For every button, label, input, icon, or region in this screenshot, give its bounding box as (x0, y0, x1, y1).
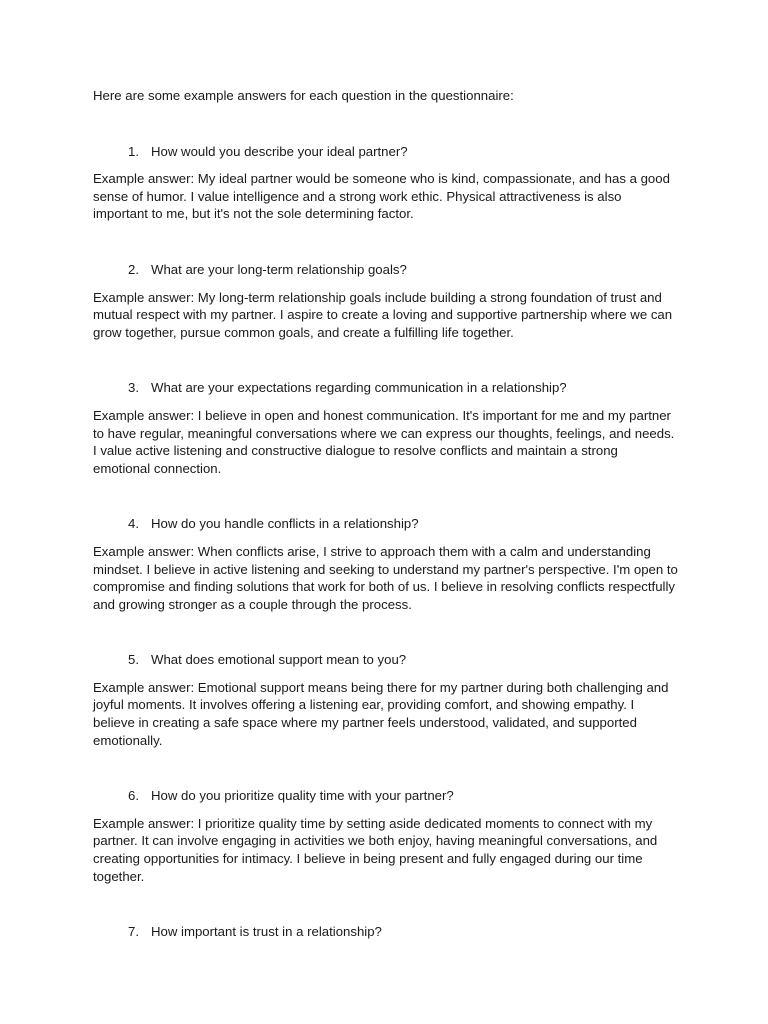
question-6 (93, 787, 678, 805)
question-text: How do you prioritize quality time with your partner? (151, 788, 454, 804)
question-text: What are your long-term relationship goals? (151, 261, 407, 277)
question-text: How important is trust in a relationship? (151, 924, 382, 940)
question-4 (93, 515, 678, 533)
answer-1: Example answer: My ideal partner would be someone who is kind, compassionate, and has a good sense of humor. I value intelligence and a strong work ethic. Physical attractiveness is also important to me, but it's not the sole determining factor. (93, 171, 670, 222)
question-text: What are your expectations regarding communication in a relationship? (151, 380, 567, 396)
question-number: 6. (128, 788, 139, 804)
document-page (93, 87, 678, 951)
question-number: 7. (128, 924, 139, 940)
question-number: 3. (128, 380, 139, 396)
answer-6: Example answer: I prioritize quality time by setting aside dedicated moments to connect with my partner. It can involve engaging in activities we both enjoy, having meaningful conversations, and creating opportunities for intimacy. I believe in being present and fully engaged during our time together. (93, 815, 658, 884)
question-text: What does emotional support mean to you? (151, 652, 407, 668)
qa-item-1 (93, 143, 678, 223)
qa-item-7 (93, 923, 678, 941)
question-number: 1. (128, 143, 139, 159)
question-number: 2. (128, 261, 139, 277)
question-3 (93, 379, 678, 397)
question-5 (93, 651, 678, 669)
question-number: 4. (128, 516, 139, 532)
question-1 (93, 143, 678, 161)
answer-3: Example answer: I believe in open and honest communication. It's important for me and my partner to have regular, meaningful conversations where we can express our thoughts, feelings, and needs. I value active listening and constructive dialogue to resolve conflicts and maintain a strong emotional connection. (93, 407, 675, 476)
qa-item-5 (93, 651, 678, 749)
question-2 (93, 261, 678, 279)
answer-5: Example answer: Emotional support means being there for my partner during both challenging and joyful moments. It involves offering a listening ear, providing comfort, and showing empathy. I believe in creating a safe space where my partner feels understood, validated, and supported emotionally. (93, 679, 669, 748)
qa-item-3 (93, 379, 678, 477)
qa-item-4 (93, 515, 678, 613)
question-text: How would you describe your ideal partner? (151, 143, 408, 159)
intro-text: Here are some example answers for each question in the questionnaire: (93, 88, 514, 103)
answer-4: Example answer: When conflicts arise, I strive to approach them with a calm and understanding mindset. I believe in active listening and seeking to understand my partner's perspective. I'm open to compromise and finding solutions that work for both of us. I believe in resolving conflicts respectfully and growing stronger as a couple through the process. (93, 543, 678, 612)
qa-item-2 (93, 261, 678, 341)
answer-2: Example answer: My long-term relationship goals include building a strong foundation of trust and mutual respect with my partner. I aspire to create a loving and supportive partnership where we can grow together, pursue common goals, and create a fulfilling life together. (93, 289, 673, 340)
question-7 (93, 923, 678, 941)
question-number: 5. (128, 652, 139, 668)
qa-item-6 (93, 787, 678, 885)
question-text: How do you handle conflicts in a relationship? (151, 516, 419, 532)
